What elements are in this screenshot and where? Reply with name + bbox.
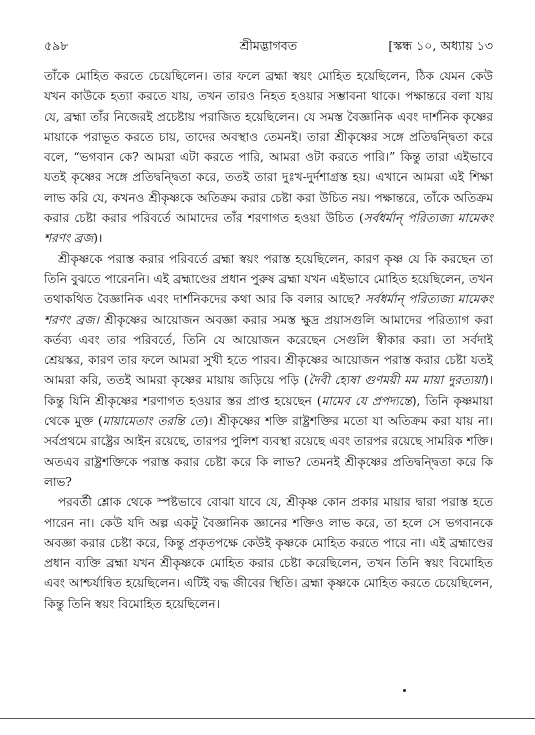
book-title: শ্রীমদ্ভাগবত (239, 38, 298, 53)
paragraph-3 (44, 492, 493, 614)
body-text (44, 66, 493, 614)
ink-dot (403, 689, 406, 692)
italic-verse-quote: দৈবী হ্যেষা গুণময়ী মম মায়া দুরত্যয়া (308, 373, 485, 388)
text-segment: )। (93, 231, 103, 246)
running-header (44, 34, 493, 58)
italic-verse-quote: সর্বধর্মান্ পরিত্যজ্য মামেকং শরণং ব্রজ। (44, 292, 493, 327)
paragraph-1 (44, 66, 493, 249)
text-segment: শ্রীকৃষ্ণের আয়োজন অবজ্ঞা করার সমস্ত ক্ষুদ্র প্রয়াসগুলি আমাদের পরিত্যাগ করা কর্তব্য এবং তার পরিবর্তে, তিনি যে আয়োজন করেছেন সেগুলি স্বীকার করা। তা সর্বদাই শ্রেয়স্কর, কারণ তার ফলে আমরা সুখী হতে পারব। শ্রীকৃষ্ণের আয়োজন পরাস্ত করার চেষ্টা যতই আমরা করি, ততই আমরা কৃষ্ণের মায়ায় জড়িয়ে পড়ি ( (44, 312, 494, 388)
text-segment: তাঁকে মোহিত করতে চেয়েছিলেন। তার ফলে ব্রহ্মা স্বয়ং মোহিত হয়েছিলেন, ঠিক যেমন কেউ যখন কাউকে হত্যা করতে যায়, তখন তারও নিহত হওয়ার সম্ভাবনা থাকে। পক্ষান্তরে বলা যায় যে, ব্রহ্মা তাঁর নিজেরই প্রচেষ্টায় পরাজিত হয়েছিলেন। যে সমস্ত বৈজ্ঞানিক এবং দার্শনিক কৃষ্ণের মায়াকে পরাভূত করতে চায়, তাদের অবস্থাও তেমনই। তারা শ্রীকৃষ্ণের সঙ্গে প্রতিদ্বন্দ্বিতা করে বলে, “ভগবান কে? আমরা এটা করতে পারি, আমরা ওটা করতে পারি।” কিন্তু তারা এইভাবে যতই কৃষ্ণের সঙ্গে প্রতিদ্বন্দ্বিতা করে, ততই তারা দুঃখ-দুর্দশাগ্রস্ত হয়। এখানে আমরা এই শিক্ষা লাভ করি যে, কখনও শ্রীকৃষ্ণকে অতিক্রম করার চেষ্টা করা উচিত নয়। পক্ষান্তরে, তাঁকে অতিক্রম করার চেষ্টা করার পরিবর্তে আমাদের তাঁর শরণাগত হওয়া উচিত ( (44, 69, 493, 226)
text-segment: পরবর্তী শ্লোক থেকে স্পষ্টভাবে বোঝা যাবে যে, শ্রীকৃষ্ণ কোন প্রকার মায়ার দ্বারা পরাস্ত হতে পারেন না। কেউ যদি অল্প একটু বৈজ্ঞানিক জ্ঞানের শক্তিও লাভ করে, তা হলে সে ভগবানকে অবজ্ঞা করার চেষ্টা করে, কিন্তু প্রকৃতপক্ষে কেউই কৃষ্ণকে মোহিত করতে পারে না। এই ব্রহ্মাণ্ডের প্রধান ব্যক্তি ব্রহ্মা যখন শ্রীকৃষ্ণকে মোহিত করার চেষ্টা করেছিলেন, তখন তিনি স্বয়ং বিমোহিত এবং আশ্চর্যান্বিত হয়েছিলেন। এটিই বদ্ধ জীবের স্থিতি। ব্রহ্মা কৃষ্ণকে মোহিত করতে চেয়েছিলেন, কিন্তু তিনি স্বয়ং বিমোহিত হয়েছিলেন। (44, 495, 493, 611)
page-number: ৫৯৮ (44, 38, 69, 53)
italic-verse-quote: মামেব যে প্রপদ্যন্তে (321, 393, 412, 408)
text-segment: )। কিন্তু যিনি শ্রীকৃষ্ণের শরণাগত হওয়ার স্তর প্রাপ্ত হয়েছেন ( (44, 373, 493, 408)
italic-verse-quote: মায়ামেতাং তরন্তি তে (102, 414, 204, 429)
paragraph-2 (44, 249, 493, 493)
canto-chapter-reference: [স্কন্ধ ১০, অধ্যায় ১৩ (388, 38, 493, 53)
italic-verse-quote: সর্বধর্মান্ পরিত্যজ্য মামেকং শরণং ব্রজ (44, 211, 493, 246)
text-segment: শ্রীকৃষ্ণকে পরাস্ত করার পরিবর্তে ব্রহ্মা স্বয়ং পরাস্ত হয়েছিলেন, কারণ কৃষ্ণ যে কি করছেন তা তিনি বুঝতে পারেননি। এই ব্রহ্মাণ্ডের প্রধান পুরুষ ব্রহ্মা যখন এইভাবে মোহিত হয়েছিলেন, তখন তথাকথিত বৈজ্ঞানিক এবং দার্শনিকদের কথা আর কি বলার আছে? (44, 251, 493, 307)
page-bottom-rule (0, 718, 535, 719)
text-segment: )। শ্রীকৃষ্ণের শক্তি রাষ্ট্রশক্তির মতো যা অতিক্রম করা যায় না। সর্বপ্রথমে রাষ্ট্রের আইন রয়েছে, তারপর পুলিশ ব্যবস্থা রয়েছে এবং তারপর রয়েছে সামরিক শক্তি। অতএব রাষ্ট্রশক্তিকে পরাস্ত করার চেষ্টা করে কি লাভ? তেমনই শ্রীকৃষ্ণের প্রতিদ্বন্দ্বিতা করে কি লাভ? (44, 414, 493, 489)
text-segment: ), তিনি কৃষ্ণমায়া থেকে মুক্ত ( (44, 393, 493, 429)
